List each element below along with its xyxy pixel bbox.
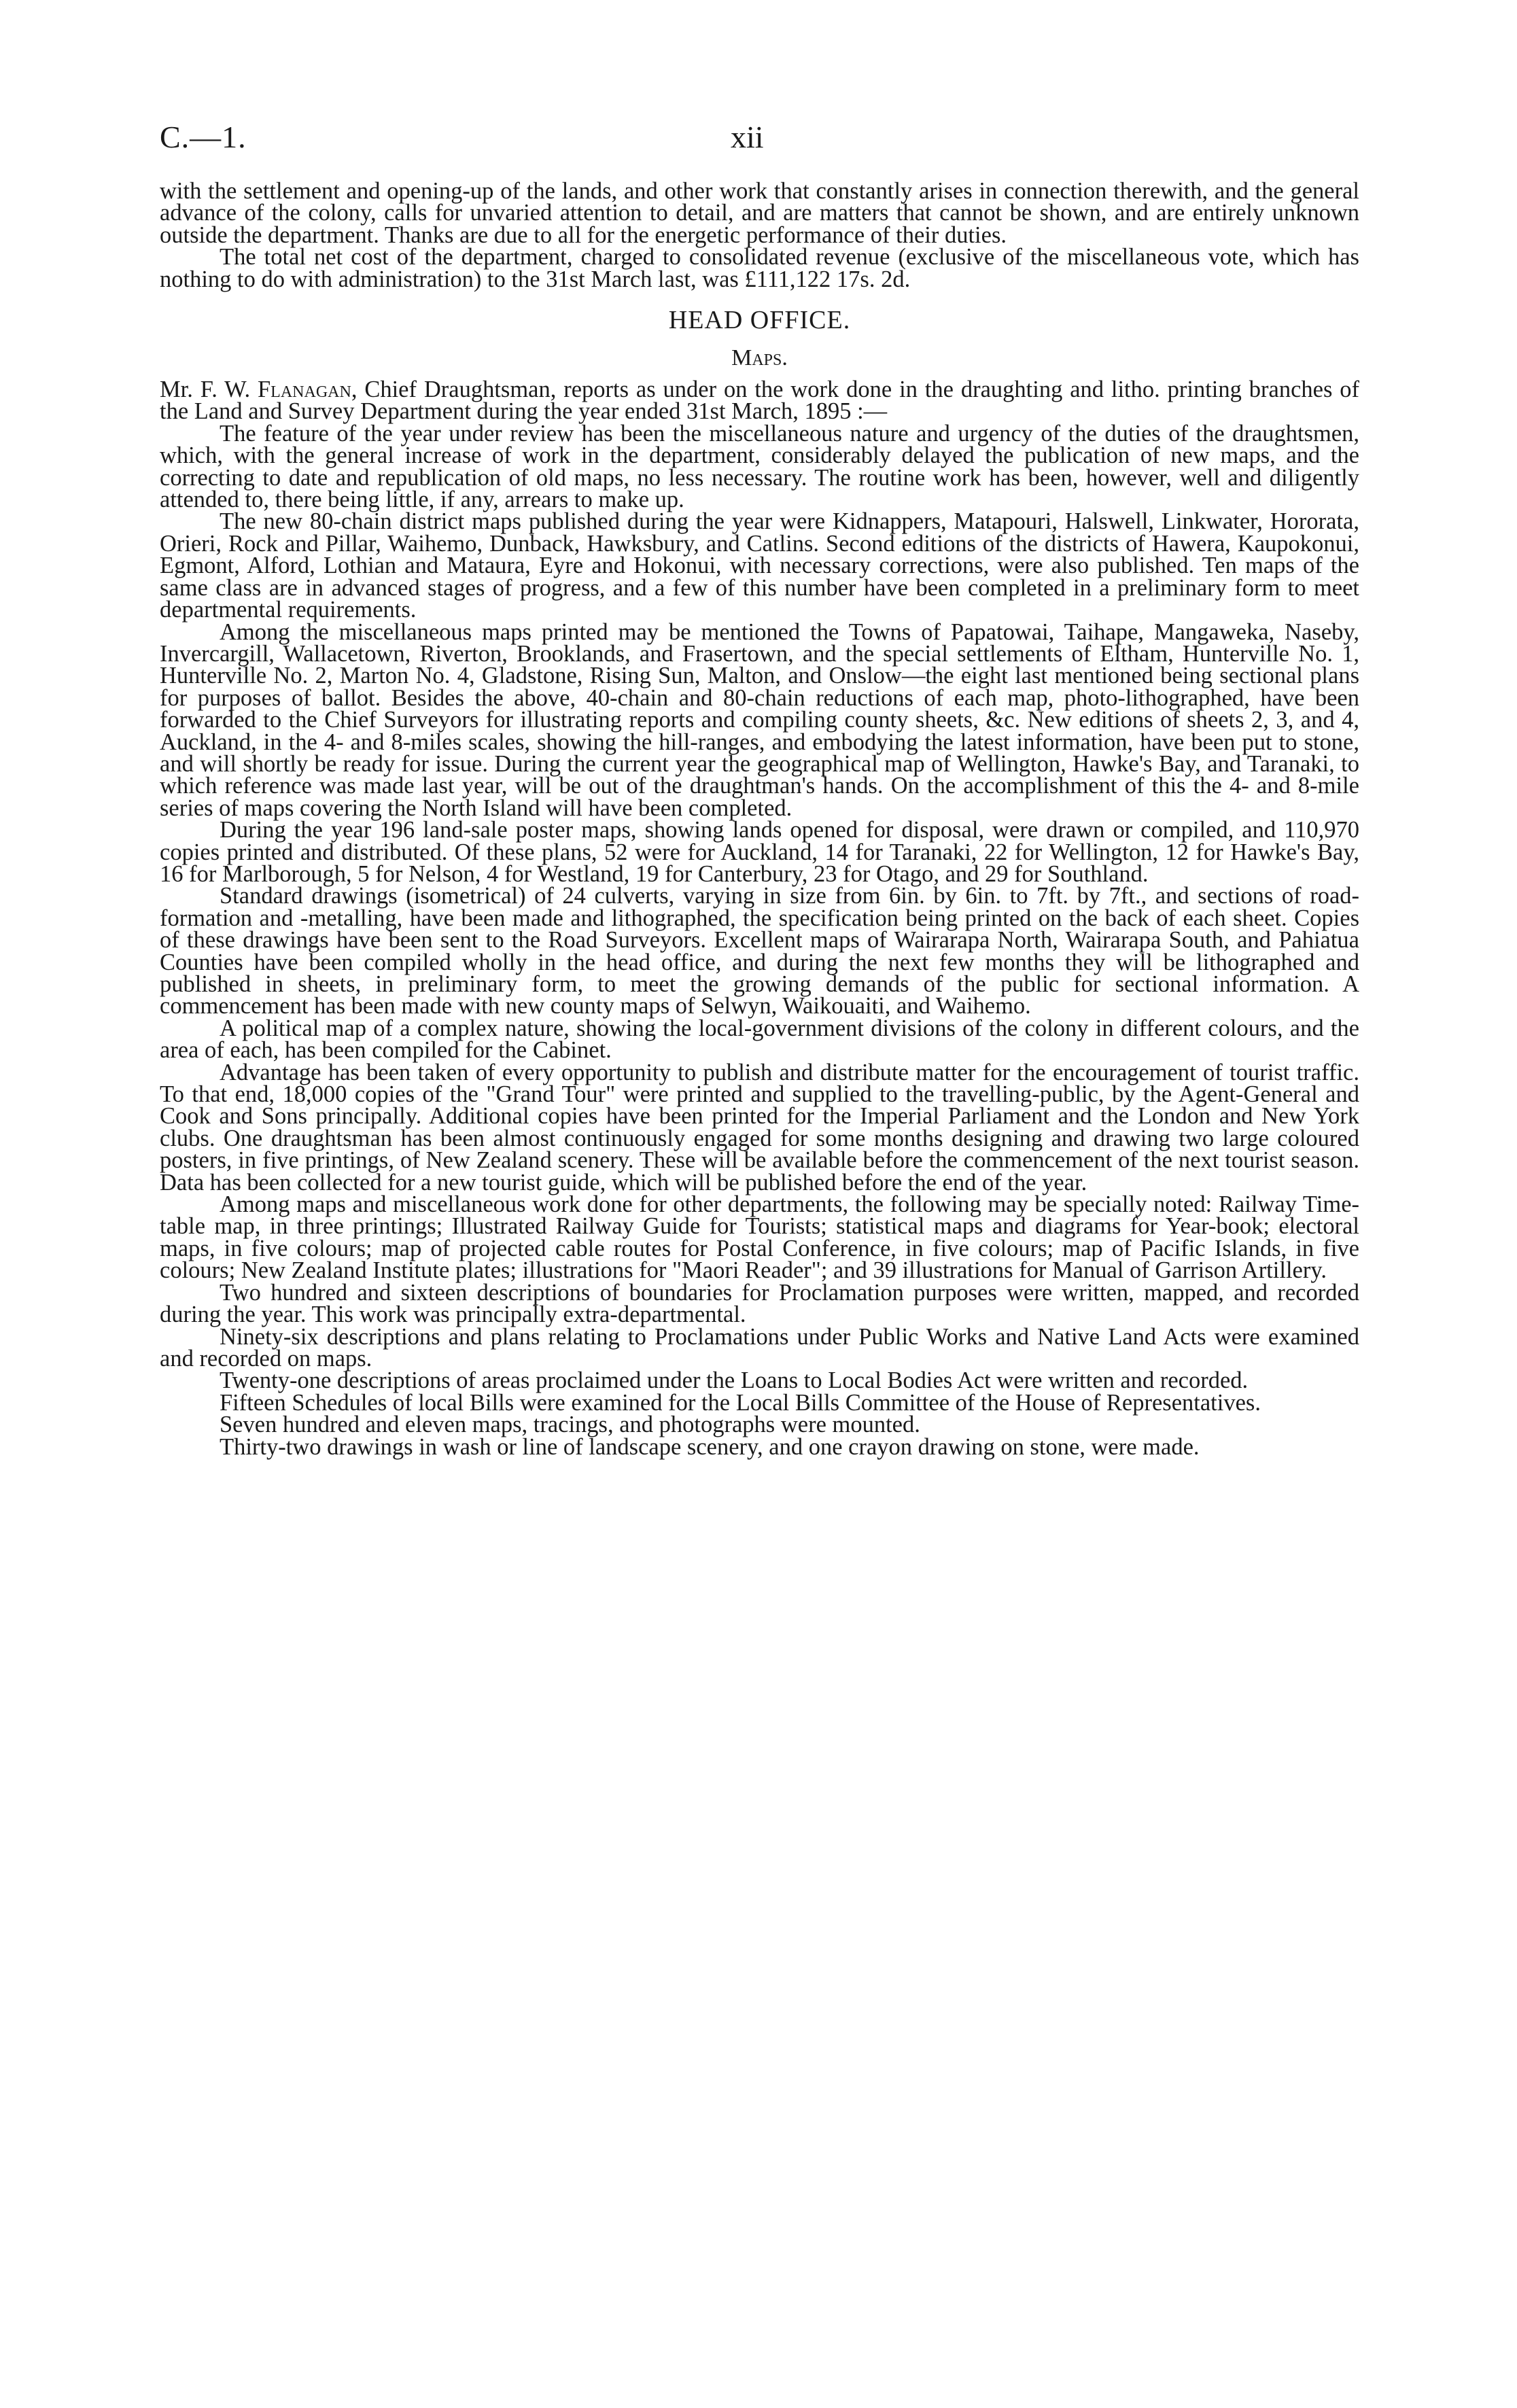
report-paragraph: Ninety-six descriptions and plans relating to Proclamations under Public Works and Native Land Acts were examined and recorded on maps. xyxy=(160,1323,1359,1372)
author-name: Flanagan xyxy=(257,377,351,403)
section-subheading: Maps. xyxy=(731,345,788,371)
lead-prefix: Mr. F. W. xyxy=(160,377,258,403)
document-reference: C.—1. xyxy=(160,120,247,154)
report-paragraph: Thirty-two drawings in wash or line of landscape scenery, and one crayon drawing on stone, were made. xyxy=(220,1433,1200,1460)
report-paragraph: During the year 196 land-sale poster maps, showing lands opened for disposal, were drawn or compiled, and 110,970 copies printed and distributed. Of these plans, 52 were for Auckland, 14 for Taranaki, 22 for Wellington, 12 for Hawke's Bay, 16 for Marlborough, 5 for Nelson, 4 for Westland, 19 for Canterbury, 23 for Otago, and 29 for Southland. xyxy=(160,817,1359,887)
report-paragraph: Among the miscellaneous maps printed may be mentioned the Towns of Papatowai, Taihape, Mangaweka, Naseby, Invercargill, Wallacetown, Riverton, Brooklands, and Frasertown, and the special settlements of Eltham, Hunterville No. 1, Hunterville No. 2, Marton No. 4, Gladstone, Rising Sun, Malton, and Onslow—the eight last mentioned being sectional plans for purposes of ballot. Besides the above, 40-chain and 80-chain reductions of each map, photo-lithographed, have been forwarded to the Chief Surveyors for illustrating reports and compiling county sheets, &c. New editions of sheets 2, 3, and 4, Auckland, in the 4- and 8-miles scales, showing the hill-ranges, and embodying the latest information, have been put to stone, and will shortly be ready for issue. During the current year the geographical map of Wellington, Hawke's Bay, and Taranaki, to which reference was made last year, will be out of the draughtman's hands. On the accomplishment of this the 4- and 8-mile series of maps covering the North Island will have been completed. xyxy=(160,618,1359,821)
page-number: xii xyxy=(731,120,764,154)
report-paragraph: The feature of the year under review has been the miscellaneous nature and urgency of the duties of the draughtsmen, which, with the general increase of work in the department, considerably delayed the publication of new maps, and the correcting to date and republication of old maps, no less necessary. The routine work has been, however, well and diligently attended to, there being little, if any, arrears to make up. xyxy=(160,420,1359,513)
page-header xyxy=(160,119,1359,180)
section-heading: HEAD OFFICE. xyxy=(668,306,851,335)
report-paragraph: Seven hundred and eleven maps, tracings, and photographs were mounted. xyxy=(220,1412,920,1438)
report-paragraph: Among maps and miscellaneous work done for other departments, the following may be specially noted: Railway Time-table map, in three printings; Illustrated Railway Guide for Tourists; statistical maps and diagrams for Year-book; electoral maps, in five colours; map of projected cable routes for Postal Conference, in five colours; map of Pacific Islands, in five colours; New Zealand Institute plates; illustrations for "Maori Reader"; and 39 illustrations for Manual of Garrison Artillery. xyxy=(160,1191,1359,1284)
report-paragraph: The new 80-chain district maps published during the year were Kidnappers, Matapouri, Halswell, Linkwater, Hororata, Orieri, Rock and Pillar, Waihemo, Dunback, Hawksbury, and Catlins. Second editions of the districts of Hawera, Kaupokonui, Egmont, Alford, Lothian and Mataura, Eyre and Hokonui, with necessary corrections, were also published. Ten maps of the same class are in advanced stages of progress, and a few of this number have been completed in a preliminary form to meet departmental requirements. xyxy=(160,508,1359,623)
intro-paragraph: The total net cost of the department, charged to consolidated revenue (exclusive of the miscellaneous vote, which has nothing to do with administration) to the 31st March last, was £111,122 17s. 2d. xyxy=(160,244,1359,292)
report-paragraph: Fifteen Schedules of local Bills were examined for the Local Bills Committee of the House of Representatives. xyxy=(220,1389,1261,1416)
report-paragraph: A political map of a complex nature, showing the local-government divisions of the colony in different colours, and the area of each, has been compiled for the Cabinet. xyxy=(160,1015,1359,1064)
lead-rest: , Chief Draughtsman, reports as under on the work done in the draughting and litho. printing branches of the Land and Survey Department during the year ended 31st March, 1895 :— xyxy=(160,377,1359,425)
document-body xyxy=(160,180,1359,1458)
intro-paragraph: with the settlement and opening-up of the lands, and other work that constantly arises in connection therewith, and the general advance of the colony, calls for unvaried attention to detail, and are matters that cannot be shown, and are entirely unknown outside the department. Thanks are due to all for the energetic performance of their duties. xyxy=(160,178,1359,248)
report-lead-paragraph xyxy=(160,379,1359,423)
report-paragraph: Advantage has been taken of every opportunity to publish and distribute matter for the encouragement of tourist traffic. To that end, 18,000 copies of the "Grand Tour" were printed and supplied to the travelling-public, by the Agent-General and Cook and Sons principally. Additional copies have been printed for the Imperial Parliament and the London and New York clubs. One draughtsman has been almost continuously engaged for some months designing and drawing two large coloured posters, in five printings, of New Zealand scenery. These will be available before the commencement of the next tourist season. Data has been collected for a new tourist guide, which will be published before the end of the year. xyxy=(160,1059,1359,1196)
report-paragraph: Two hundred and sixteen descriptions of boundaries for Proclamation purposes were written, mapped, and recorded during the year. This work was principally extra-departmental. xyxy=(160,1279,1359,1328)
report-paragraph: Twenty-one descriptions of areas proclaimed under the Loans to Local Bodies Act were written and recorded. xyxy=(220,1367,1249,1394)
document-page xyxy=(160,119,1359,1458)
report-paragraph: Standard drawings (isometrical) of 24 culverts, varying in size from 6in. by 6in. to 7ft. by 7ft., and sections of road-formation and -metalling, have been made and lithographed, the specification being printed on the back of each sheet. Copies of these drawings have been sent to the Road Surveyors. Excellent maps of Wairarapa North, Wairarapa South, and Pahiatua Counties have been compiled wholly in the head office, and during the next few months they will be lithographed and published in sheets, in preliminary form, to meet the growing demands of the public for sectional information. A commencement has been made with new county maps of Selwyn, Waikouaiti, and Waihemo. xyxy=(160,883,1359,1019)
